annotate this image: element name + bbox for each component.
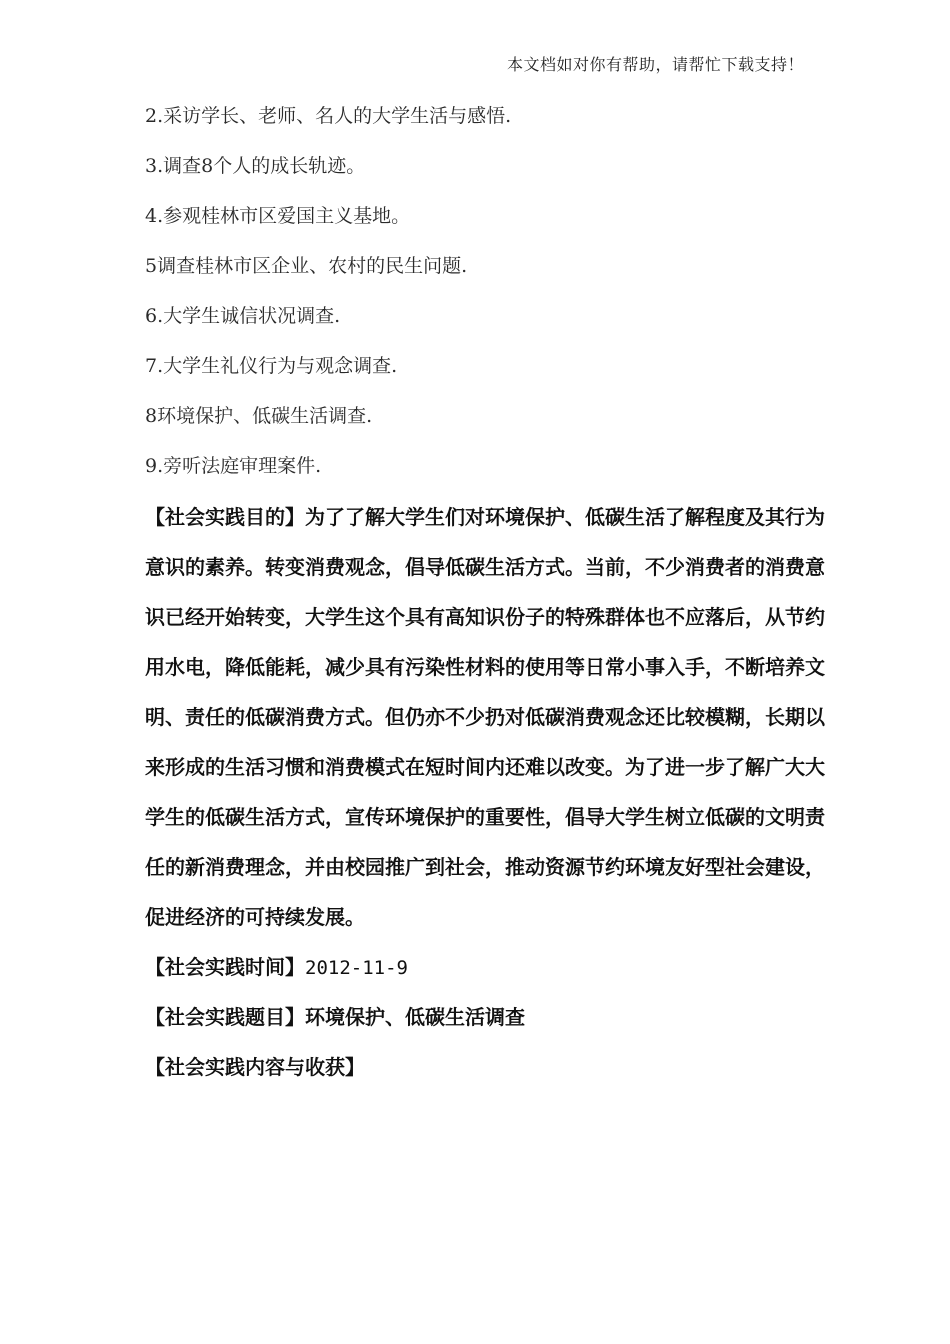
list-item: 4.参观桂林市区爱国主义基地。 (145, 205, 411, 227)
list-item: 6.大学生诚信状况调查. (145, 305, 341, 327)
list-item: 2.采访学长、老师、名人的大学生活与感悟. (145, 105, 512, 127)
list-item: 9.旁听法庭审理案件. (145, 455, 322, 477)
list-item: 3.调查8个人的成长轨迹。 (145, 155, 366, 177)
header-note: 本文档如对你有帮助，请帮忙下载支持！ (506, 55, 804, 74)
list-item: 7.大学生礼仪行为与观念调查. (145, 355, 398, 377)
content-heading (145, 1042, 825, 1092)
list-item: 5调查桂林市区企业、农村的民生问题. (145, 255, 468, 277)
time-line (145, 942, 825, 992)
purpose-text: 为了了解大学生们对环境保护、低碳生活了解程度及其行为意识的素养。转变消费观念，倡导低碳生活方式。当前，不少消费者的消费意识已经开始转变，大学生这个具有高知识份子的特殊群体也不应落后，从节约用水电，降低能耗，减少具有污染性材料的使用等日常小事入手，不断培养文明、责任的低碳消费方式。但仍亦不少扔对低碳消费观念还比较模糊，长期以来形成的生活习惯和消费模式在短时间内还难以改变。为了进一步了解广大大学生的低碳生活方式，宣传环境保护的重要性，倡导大学生树立低碳的文明责任的新消费理念，并由校园推广到社会，推动资源节约环境友好型社会建设，促进经济的可持续发展。 (145, 505, 825, 929)
topic-value: 环境保护、低碳生活调查 (305, 1005, 525, 1029)
topic-label: 【社会实践题目】 (145, 1005, 305, 1029)
purpose-label: 【社会实践目的】 (145, 505, 305, 529)
time-label: 【社会实践时间】 (145, 955, 305, 979)
content-heading-label: 【社会实践内容与收获】 (145, 1055, 365, 1079)
purpose-paragraph (145, 492, 825, 942)
list-item: 8环境保护、低碳生活调查. (145, 405, 373, 427)
time-value: 2012-11-9 (305, 957, 408, 979)
topic-line (145, 992, 825, 1042)
document-body (145, 104, 825, 1104)
